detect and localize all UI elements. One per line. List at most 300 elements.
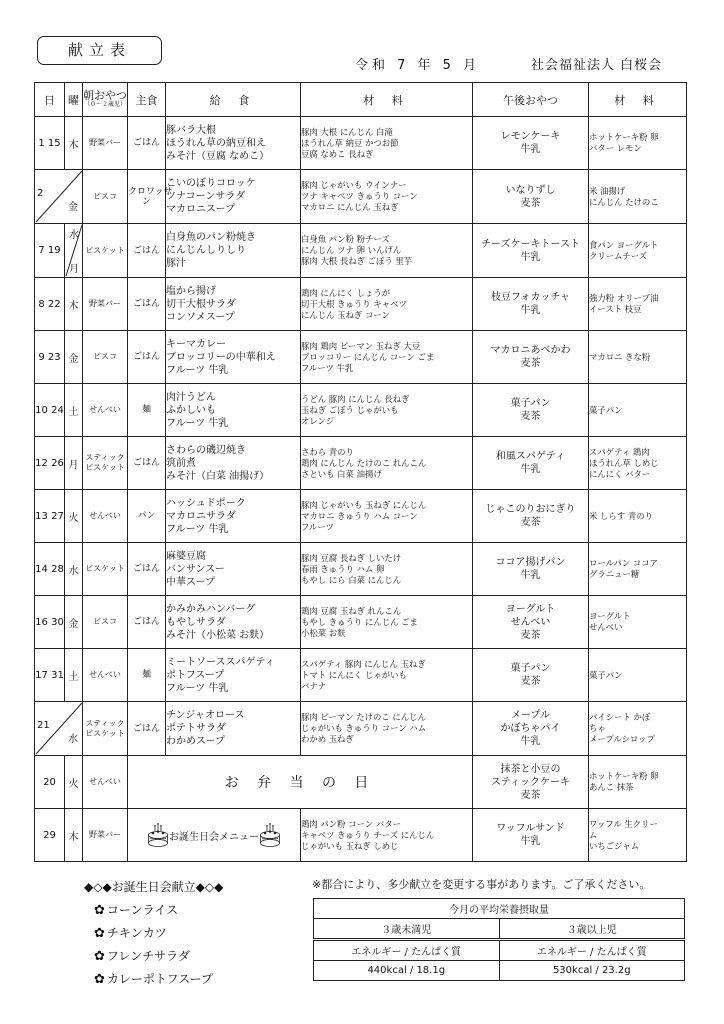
ingredient-line: にんじん ツナ 卵 いんげん [301, 245, 402, 255]
snack-ingredient-line: マカロニ きな粉 [589, 351, 651, 362]
col-header-snack-ingredients: 材 料 [589, 83, 687, 117]
birthday-menu-item [84, 922, 223, 945]
date-month: 21 [37, 720, 50, 731]
nutrition-label-under3: エネルギー / たんぱく質 [314, 940, 500, 961]
ingredients-cell [301, 331, 473, 384]
date-dow: 木 [65, 809, 83, 862]
menu-row [35, 331, 687, 384]
staple-food: ごはん [132, 245, 160, 256]
ingredient-line: フルーツ [301, 521, 334, 532]
date-month [35, 117, 65, 170]
snack-ingredient-line: ホットケーキ粉 卵 [589, 132, 659, 142]
lunch-dish: フルーツ 牛乳 [166, 417, 229, 429]
nutrition-table [313, 898, 685, 981]
snack-ingredient-line: ホットケーキ粉 卵 [589, 771, 659, 781]
date-dow: 土 [65, 649, 83, 702]
ingredients-cell [301, 596, 473, 649]
snack-ingredient-line: イースト 枝豆 [589, 304, 642, 314]
morning-snack-cell [83, 543, 128, 596]
snack-ingredients-cell [589, 543, 687, 596]
nutrition-title: 今月の平均栄養摂取量 [314, 899, 685, 919]
ingredient-line: 豚肉 鶏肉 ピーマン 玉ねぎ 大豆 [301, 340, 421, 351]
lunch-dish: ミートソーススパゲティ [166, 656, 275, 668]
col-header-morning-snack [83, 83, 128, 117]
birthday-menu [84, 876, 223, 991]
afternoon-snack-item: レモンケーキ [500, 131, 561, 142]
lunch-dish: 中華スープ [166, 576, 215, 588]
birthday-menu-item [84, 945, 223, 968]
ingredients-cell [301, 117, 473, 170]
ingredient-line: 白身魚 パン粉 粉チーズ [301, 234, 390, 244]
lunch-dish: こいのぼりコロッケ [166, 178, 256, 189]
date-month: 14 [35, 563, 48, 575]
lunch-dish: マカロニサラダ [166, 510, 236, 522]
ingredients-cell [301, 490, 473, 543]
dow-split [65, 224, 82, 277]
date-month [35, 224, 65, 278]
snack-ingredient-line: 菓子パン [589, 404, 623, 415]
date-dow: 金 [65, 596, 83, 649]
snack-ingredient-line: メープルシロップ [589, 734, 655, 744]
lunch-dish: ほうれん草の納豆和え [166, 137, 266, 149]
date-month [35, 543, 65, 596]
col-header-morning-snack-label: 朝おやつ [83, 88, 127, 102]
birthday-cake-icon [259, 822, 281, 848]
date-month [35, 490, 65, 543]
date-day: 24 [51, 404, 64, 416]
birthday-menu-item-label: カレーポトフスープ [106, 972, 213, 986]
lunch-dish: フルーツ 牛乳 [166, 523, 229, 535]
change-notice: ※都合により、多少献立を変更する事があります。ご了承ください。 [312, 878, 651, 891]
afternoon-snack-item: ヨーグルト [505, 603, 556, 615]
snack-ingredient-line: 菓子パン [589, 669, 623, 680]
lunch-dish: コンソメスープ [166, 311, 235, 323]
date-dow: 木 [65, 117, 83, 170]
ingredient-line: 小松菜 お麩 [301, 627, 346, 638]
bento-row [35, 756, 687, 809]
col-header-afternoon-snack: 午後おやつ [473, 83, 589, 117]
date-month: 2 [37, 188, 44, 199]
date-day: 27 [51, 510, 64, 522]
lunch-dish: 麻婆豆腐 [166, 550, 206, 562]
ingredient-line: スパゲティ 豚肉 にんじん 玉ねぎ [301, 658, 426, 669]
date-dow: 土 [65, 384, 83, 437]
menu-row [35, 596, 687, 649]
date-month: 7 [38, 245, 45, 256]
date-month: 10 [35, 404, 48, 416]
lunch-dish: わかめスープ [166, 736, 225, 747]
afternoon-snack-cell [473, 756, 589, 809]
flower-icon: ✿ [94, 949, 105, 964]
staple-food: 麺 [141, 405, 151, 415]
morning-snack-cell [83, 437, 128, 490]
afternoon-snack-item: 菓子パン [510, 663, 551, 674]
morning-snack: スティック [85, 453, 125, 462]
afternoon-snack-cell [473, 543, 589, 596]
date-day: 30 [51, 616, 64, 628]
date-dow: 金 [65, 331, 83, 384]
snack-ingredient-line: 強力粉 オリーブ油 [589, 293, 659, 303]
morning-snack: ビスケット [85, 463, 125, 472]
ingredient-line: 豚肉 ピーマン たけのこ にんじん [301, 712, 426, 722]
snack-ingredient-line: ム [589, 829, 598, 840]
date-month: 17 [35, 669, 48, 681]
afternoon-snack-item: 麦茶 [520, 358, 541, 369]
staple-cell [128, 331, 166, 384]
date-dow: 火 [65, 756, 83, 809]
lunch-dish: さわらの磯辺焼き [166, 444, 246, 456]
staple-cell [128, 278, 166, 331]
ingredient-line: トマト にんにく じゃがいも [301, 669, 407, 680]
afternoon-snack-item: 牛乳 [520, 144, 541, 155]
afternoon-snack-item: いなりずし [505, 184, 556, 196]
afternoon-snack-cell [473, 278, 589, 331]
lunch-dish: チンジャオロース [166, 710, 245, 721]
snack-ingredient-line: グラニュー糖 [589, 569, 640, 579]
ingredients-cell [301, 702, 473, 756]
ingredient-line: もやし にら 白菜 にんじん [301, 574, 402, 585]
lunch-cell [166, 649, 301, 702]
morning-snack-cell [83, 224, 128, 278]
afternoon-snack-item: じゃこのりおにぎり [485, 504, 576, 515]
staple-food: ごはん [132, 564, 160, 574]
date-month [35, 331, 65, 384]
ingredient-line: 春雨 きゅうり ハム 卵 [301, 563, 385, 574]
nutrition-value-over3: 530kcal / 23.2g [499, 961, 685, 981]
menu-date: 令和 7 年 5 月 [355, 58, 481, 73]
afternoon-snack-cell [473, 331, 589, 384]
lunch-dish: フルーツ 牛乳 [166, 364, 229, 376]
ingredients-cell [301, 170, 473, 224]
lunch-dish: ブロッコリーの中華和え [166, 351, 276, 363]
date-day: 23 [47, 351, 61, 363]
staple-food: 麺 [141, 670, 151, 680]
lunch-dish: フルーツ 牛乳 [166, 682, 229, 694]
lunch-dish: ポトフスープ [166, 669, 225, 681]
lunch-dish: ふかしいも [166, 404, 216, 416]
snack-ingredient-line: ロールパン ココア [589, 558, 658, 568]
staple-cell [128, 702, 166, 756]
morning-snack: ビスケット [85, 245, 125, 255]
nutrition-group-over3: ３歳以上児 [499, 919, 685, 940]
snack-ingredient-line: ヨーグルト [589, 611, 631, 621]
lunch-dish: ハッシュドポーク [166, 497, 246, 509]
date-day: 15 [47, 137, 61, 149]
afternoon-snack-item: メープル [510, 710, 551, 721]
col-header-dow: 曜 [65, 83, 83, 117]
lunch-cell [166, 170, 301, 224]
ingredient-line: 豚肉 大根 長ねぎ ごぼう 里芋 [301, 256, 413, 266]
snack-ingredient-line: にんじん たけのこ [589, 196, 659, 207]
snack-ingredients-cell [589, 384, 687, 437]
morning-snack: 野菜バー [89, 299, 121, 308]
bento-day-label: お 弁 当 の 日 [128, 756, 473, 809]
snack-ingredients-cell [589, 649, 687, 702]
afternoon-snack-cell [473, 224, 589, 278]
col-header-staple: 主食 [128, 83, 166, 117]
birthday-menu-item [84, 899, 223, 922]
date-dow-2: 月 [69, 264, 79, 275]
lunch-cell [166, 490, 301, 543]
morning-snack: 野菜バー [83, 809, 128, 862]
date-day: 26 [51, 457, 64, 469]
lunch-dish: 筑前煮 [166, 457, 196, 469]
menu-table [34, 82, 687, 862]
afternoon-snack-item: 麦茶 [520, 629, 541, 641]
afternoon-snack-item: 麦茶 [520, 789, 541, 801]
snack-ingredients-cell [589, 278, 687, 331]
afternoon-snack-cell [473, 809, 589, 862]
staple-food: ごはん [132, 617, 160, 627]
afternoon-snack-item: マカロニあべかわ [490, 345, 571, 356]
snack-ingredient-line: 米 油揚げ [589, 185, 626, 196]
birthday-menu-item [84, 968, 223, 991]
afternoon-snack-item: 麦茶 [520, 197, 541, 209]
lunch-dish: にんじんしりしり [166, 245, 246, 256]
date-dow: 金 [68, 202, 78, 213]
date-dow: 木 [65, 278, 83, 331]
afternoon-snack-item: 麦茶 [520, 676, 541, 687]
staple-cell [128, 490, 166, 543]
col-header-morning-snack-sub: （０～２歳児） [83, 100, 126, 108]
ingredient-line: 玉ねぎ ごぼう じゃがいも [301, 404, 399, 415]
morning-snack-cell [83, 596, 128, 649]
afternoon-snack-item: せんべい [510, 616, 551, 628]
ingredient-line: キャベツ きゅうり チーズ にんじん [301, 829, 435, 840]
ingredients-cell [301, 437, 473, 490]
morning-snack-cell [83, 490, 128, 543]
nutrition-group-under3: ３歳未満児 [314, 919, 500, 940]
flower-icon: ✿ [94, 903, 105, 918]
morning-snack-cell [83, 331, 128, 384]
morning-snack: せんべい [83, 756, 128, 809]
staple-cell [128, 170, 173, 224]
ingredient-line: 鶏肉 にんじん たけのこ れんこん [301, 457, 427, 468]
afternoon-snack-cell [473, 437, 589, 490]
lunch-dish: 豚汁 [166, 258, 186, 269]
ingredients-cell [301, 224, 473, 278]
lunch-dish: キーマカレー [166, 338, 226, 350]
lunch-dish: マカロニスープ [166, 204, 235, 215]
lunch-dish: 白身魚のパン粉焼き [166, 232, 256, 243]
staple-food: ごはん [132, 299, 160, 309]
ingredient-line: フルーツ 牛乳 [301, 362, 354, 373]
ingredient-line: じゃがいも 玉ねぎ しめじ [301, 840, 399, 851]
menu-row [35, 649, 687, 702]
birthday-cake-icon [147, 822, 169, 848]
morning-snack: せんべい [89, 511, 121, 520]
afternoon-snack-cell [473, 170, 589, 224]
lunch-cell [166, 702, 301, 756]
lunch-dish: かみかみハンバーグ [166, 603, 256, 615]
col-header-day: 日 [35, 83, 65, 117]
ingredient-line: マカロニ にんじん 玉ねぎ [301, 202, 399, 212]
afternoon-snack-item: 枝豆フォカッチャ [490, 292, 571, 303]
date-split [35, 702, 82, 755]
birthday-menu-title: ◆◇◆お誕生日会献立◆◇◆ [84, 880, 224, 894]
menu-row [35, 702, 687, 756]
ingredients-cell [301, 809, 473, 862]
ingredient-line: 鶏肉 パン粉 コーン バター [301, 818, 401, 829]
afternoon-snack-cell [473, 490, 589, 543]
staple-cell [128, 437, 166, 490]
snack-ingredients-cell [589, 437, 687, 490]
birthday-menu-label: お誕生日会メニュー [169, 831, 259, 843]
flower-icon: ✿ [94, 926, 105, 941]
ingredients-cell [301, 384, 473, 437]
menu-row [35, 543, 687, 596]
morning-snack: ビスコ [93, 191, 117, 201]
ingredient-line: オレンジ [301, 415, 335, 426]
staple-food: ごはん [132, 458, 160, 468]
morning-snack: せんべい [89, 670, 121, 679]
morning-snack-cell [83, 384, 128, 437]
snack-ingredient-line: 米 しらす 青のり [589, 510, 653, 521]
date-cell [35, 702, 83, 756]
afternoon-snack-item: 牛乳 [520, 305, 541, 316]
morning-snack-cell [83, 117, 128, 170]
snack-ingredients-cell [589, 224, 687, 278]
morning-snack-cell [83, 278, 128, 331]
birthday-menu-item-label: コーンライス [106, 903, 179, 917]
ingredient-line: 豚肉 豆腐 長ねぎ しいたけ [301, 552, 402, 563]
ingredient-line: じゃがいも きゅうり コーン ハム [301, 723, 427, 733]
lunch-dish: 塩から揚げ [166, 285, 216, 297]
date-month: 13 [35, 510, 48, 522]
snack-ingredient-line: にんにく バター [589, 468, 651, 479]
ingredient-line: にんじん 玉ねぎ コーン [301, 309, 390, 320]
lunch-dish: みそ汁（白菜 油揚げ） [166, 470, 270, 482]
snack-ingredient-line: いちごジャム [589, 840, 640, 851]
date-month: 8 [38, 298, 45, 310]
nutrition-value-under3: 440kcal / 18.1g [314, 961, 500, 981]
afternoon-snack-item: 麦茶 [520, 517, 541, 528]
ingredients-cell [301, 278, 473, 331]
lunch-dish: 豚バラ大根 [166, 124, 216, 136]
ingredient-line: 豚肉 じゃがいも ウインナー [301, 180, 407, 190]
morning-snack-cell [83, 170, 128, 224]
afternoon-snack-cell [473, 596, 589, 649]
page-title: 献立表 [37, 36, 162, 65]
morning-snack: ビスケット [85, 728, 125, 738]
ingredient-line: バナナ [301, 680, 327, 691]
lunch-dish: 切干大根サラダ [166, 298, 236, 310]
staple-cell [128, 224, 166, 278]
afternoon-snack-item: 牛乳 [520, 836, 541, 847]
date-month: 9 [38, 351, 45, 363]
date-dow: 水 [69, 230, 79, 241]
snack-ingredient-line: クリームチーズ [589, 250, 648, 261]
birthday-menu-label-wrap [128, 822, 300, 848]
lunch-cell [166, 224, 301, 278]
ingredient-line: 鶏肉 豆腐 玉ねぎ れんこん [301, 605, 402, 616]
ingredient-line: さわら 青のり [301, 446, 354, 457]
snack-ingredient-line: ワッフル 生クリー [589, 818, 658, 829]
date-month: 16 [35, 616, 48, 628]
ingredient-line: 豚肉 じゃがいも 玉ねぎ にんじん [301, 499, 427, 510]
date-month: 1 [38, 137, 45, 149]
lunch-dish: 肉汁うどん [166, 391, 216, 403]
date-cell: 20 [35, 756, 65, 809]
snack-ingredients-cell [589, 596, 687, 649]
birthday-menu-item-label: フレンチサラダ [106, 949, 191, 963]
afternoon-snack-item: 牛乳 [520, 570, 541, 581]
menu-row [35, 224, 687, 278]
date-dow: 水 [65, 543, 83, 596]
lunch-dish: ツナコーンサラダ [166, 191, 246, 202]
date-month [35, 278, 65, 331]
morning-snack: ビスケット [85, 564, 125, 573]
nutrition-label-over3: エネルギー / たんぱく質 [499, 940, 685, 961]
afternoon-snack-cell [473, 117, 589, 170]
snack-ingredient-line: ほうれん草 しめじ [589, 457, 659, 468]
date-day: 19 [47, 245, 61, 256]
staple-food: ン [141, 196, 151, 207]
afternoon-snack-item: スティックケーキ [491, 776, 570, 788]
date-cell [35, 170, 83, 224]
lunch-cell [166, 596, 301, 649]
lunch-cell [166, 331, 301, 384]
date-dow: 火 [65, 490, 83, 543]
staple-food: パン [137, 511, 156, 521]
snack-ingredients-cell [589, 809, 687, 862]
afternoon-snack-item: 和風スパゲティ [495, 451, 566, 462]
lunch-cell [166, 543, 301, 596]
ingredient-line: わかめ 玉ねぎ [301, 734, 354, 744]
date-split [35, 170, 82, 223]
lunch-dish: もやしサラダ [166, 616, 226, 628]
menu-row [35, 117, 687, 170]
snack-ingredients-cell [589, 702, 687, 756]
table-header-row [35, 83, 687, 117]
ingredient-line: ツナ キャベツ きゅうり コーン [301, 191, 418, 201]
date-month [35, 596, 65, 649]
ingredient-line: うどん 豚肉 にんじん 長ねぎ [301, 393, 410, 404]
snack-ingredient-line: あんこ 抹茶 [589, 782, 634, 792]
staple-cell [128, 384, 166, 437]
ingredient-line: ブロッコリー にんじん コーン ごま [301, 351, 435, 362]
staple-cell [128, 649, 166, 702]
lunch-cell [166, 117, 301, 170]
snack-ingredients-cell [589, 117, 687, 170]
col-header-ingredients: 材 料 [301, 83, 473, 117]
lunch-cell [166, 278, 301, 331]
date-month [35, 437, 65, 490]
lunch-dish: みそ汁（豆腐 なめこ） [166, 150, 270, 162]
organization-name: 社会福祉法人 白桜会 [531, 58, 663, 73]
lunch-cell [166, 437, 301, 490]
staple-cell [128, 596, 166, 649]
flower-icon: ✿ [94, 972, 105, 987]
date-dow-cell [65, 224, 83, 278]
afternoon-snack-item: ワッフルサンド [496, 823, 565, 834]
snack-ingredient-line: スパゲティ 鶏肉 [589, 446, 650, 457]
afternoon-snack-item: 菓子パン [510, 398, 551, 409]
date-month [35, 384, 65, 437]
afternoon-snack-item: かぼちゃパイ [500, 723, 561, 734]
ingredient-line: 切干大根 きゅうり キャベツ [301, 298, 407, 309]
morning-snack-cell [83, 649, 128, 702]
ingredient-line: 豚肉 大根 にんじん 白滝 [301, 126, 393, 137]
menu-row [35, 278, 687, 331]
snack-ingredient-line: せんべい [589, 622, 623, 632]
staple-food: ごはん [132, 138, 160, 148]
morning-snack-cell [83, 702, 128, 756]
staple-cell [128, 543, 166, 596]
menu-row [35, 490, 687, 543]
afternoon-snack-item: 牛乳 [520, 251, 541, 263]
ingredients-cell [301, 649, 473, 702]
